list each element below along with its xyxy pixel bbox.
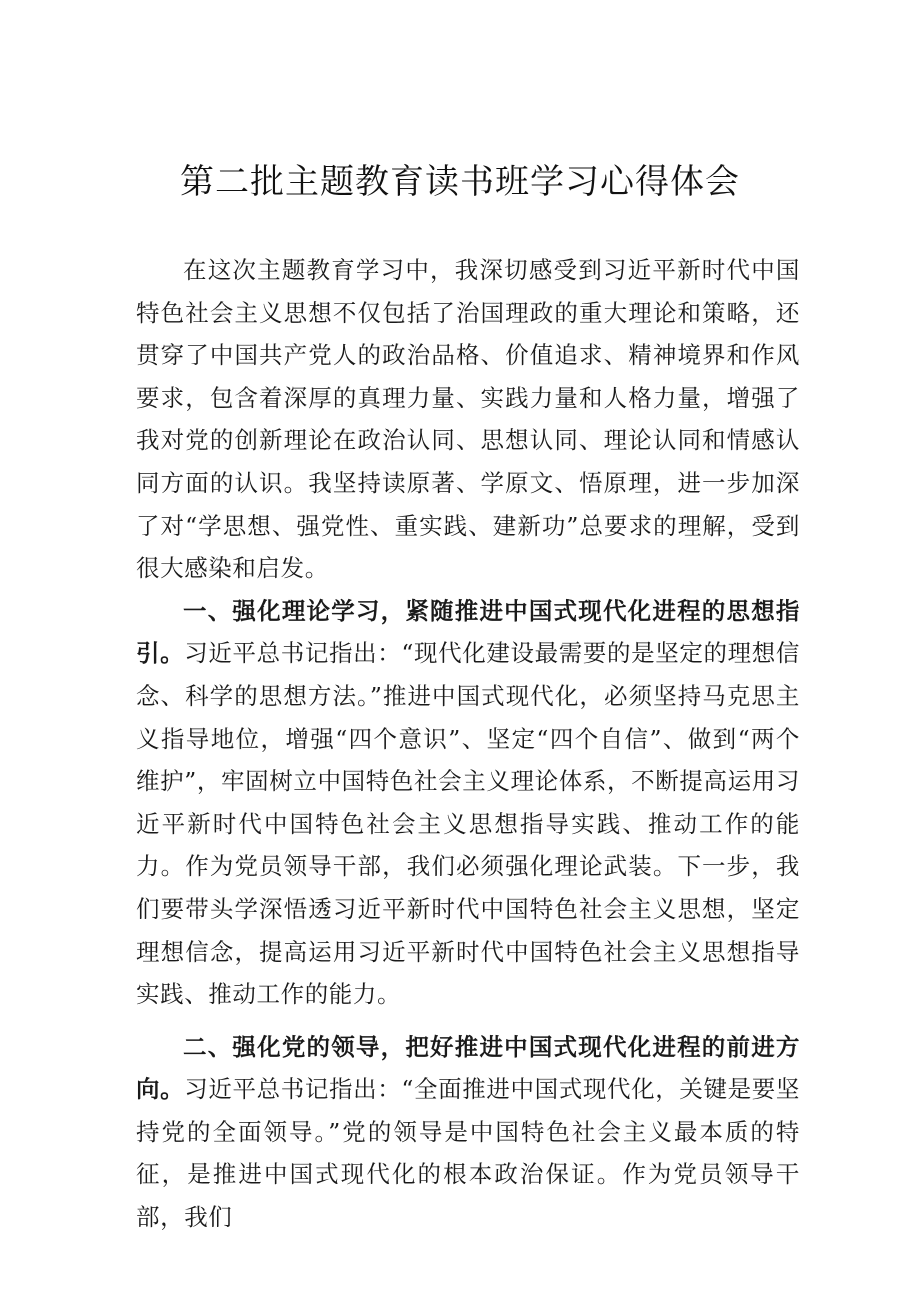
section-paragraph-1 bbox=[136, 590, 800, 1016]
intro-paragraph: 在这次主题教育学习中，我深切感受到习近平新时代中国特色社会主义思想不仅包括了治国理政的重大理论和策略，还贯穿了中国共产党人的政治品格、价值追求、精神境界和作风要求，包含着深厚的真理力量、实践力量和人格力量，增强了我对党的创新理论在政治认同、思想认同、理论认同和情感认同方面的认识。我坚持读原著、学原文、悟原理，进一步加深了对“学思想、强党性、重实践、建新功”总要求的理解，受到很大感染和启发。 bbox=[136, 256, 800, 583]
section-paragraph-2 bbox=[136, 1026, 800, 1239]
document-body bbox=[136, 249, 800, 1239]
section-heading-2: 二、强化党的领导，把好推进中国式现代化进程的前进方向。 bbox=[136, 1032, 800, 1104]
section-text-2: 习近平总书记指出：“全面推进中国式现代化，关键是要坚持党的全面领导。”党的领导是中国特色社会主义最本质的特征，是推进中国式现代化的根本政治保证。作为党员领导干部，我们 bbox=[136, 1075, 800, 1232]
document-title: 第二批主题教育读书班学习心得体会 bbox=[180, 162, 740, 202]
section-heading-1: 一、强化理论学习，紧随推进中国式现代化进程的思想指引。 bbox=[136, 596, 800, 668]
section-text-1: 习近平总书记指出：“现代化建设最需要的是坚定的理想信念、科学的思想方法。”推进中国式现代化，必须坚持马克思主义指导地位，增强“四个意识”、坚定“四个自信”、做到“两个维护”，牢固树立中国特色社会主义理论体系，不断提高运用习近平新时代中国特色社会主义思想指导实践、推动工作的能力。作为党员领导干部，我们必须强化理论武装。下一步，我们要带头学深悟透习近平新时代中国特色社会主义思想，坚定理想信念，提高运用习近平新时代中国特色社会主义思想指导实践、推动工作的能力。 bbox=[136, 639, 800, 1009]
